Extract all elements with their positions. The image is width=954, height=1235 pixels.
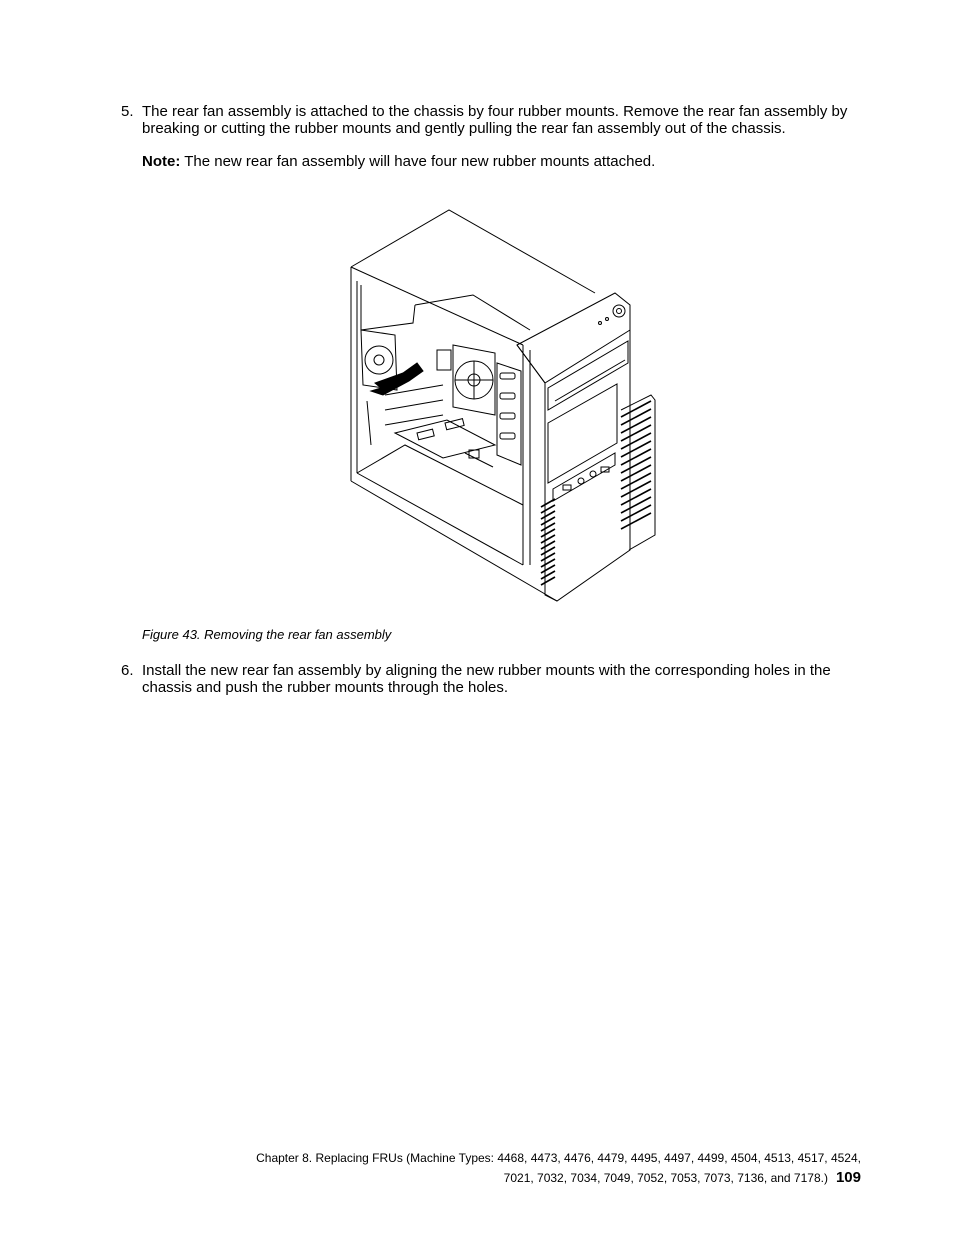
note-text: The new rear fan assembly will have four new rubber mounts attached. [180,153,656,170]
step-number: 5. [121,103,134,120]
step-6 [121,662,881,696]
note [142,153,655,170]
footer-line-2: 7021, 7032, 7034, 7049, 7052, 7053, 7073, 7136, and 7178.) [503,1171,828,1185]
computer-chassis-illustration [345,205,665,605]
step-number: 6. [121,662,134,679]
step-text: The rear fan assembly is attached to the chassis by four rubber mounts. Remove the rear fan assembly by breaking or cutting the rubber mounts and gently pulling the rear fan assembly out of the chassis. [142,103,848,137]
step-5 [121,103,881,137]
note-label: Note: [142,153,181,170]
figure-caption: Figure 43. Removing the rear fan assembly [142,627,392,642]
figure-rear-fan-removal [345,205,665,605]
page-footer [256,1148,861,1188]
footer-line-1: Chapter 8. Replacing FRUs (Machine Types: 4468, 4473, 4476, 4479, 4495, 4497, 4499, 4504, 4513, 4517, 4524, [256,1151,861,1165]
step-text: Install the new rear fan assembly by aligning the new rubber mounts with the corresponding holes in the chassis and push the rubber mounts through the holes. [142,662,831,696]
page-number: 109 [835,1169,861,1186]
